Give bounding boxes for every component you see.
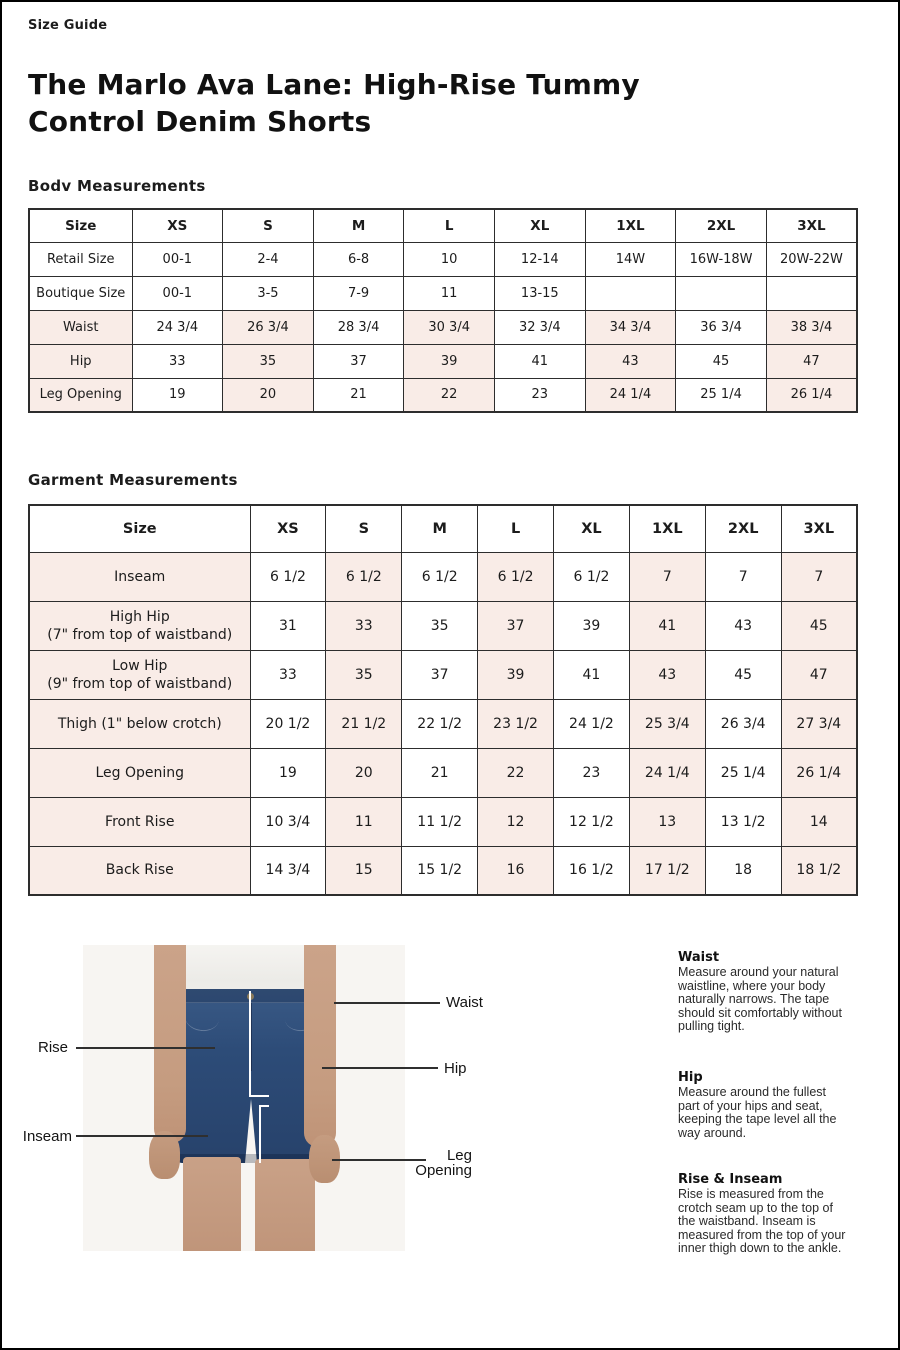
- table-cell: [676, 276, 767, 310]
- table-cell: 41: [495, 344, 586, 378]
- table-cell: 11 1/2: [402, 797, 478, 846]
- column-header-size: Size: [29, 505, 250, 552]
- table-cell: 18 1/2: [781, 846, 857, 895]
- table-cell: 24 1/4: [629, 748, 705, 797]
- model-photo: [83, 945, 405, 1251]
- table-cell: 21 1/2: [326, 699, 402, 748]
- table-cell: 13 1/2: [705, 797, 781, 846]
- hip-annotation-line: [322, 1067, 438, 1069]
- table-cell: 21: [402, 748, 478, 797]
- table-cell: 16 1/2: [554, 846, 630, 895]
- column-header-m: M: [313, 209, 404, 242]
- table-cell: 12 1/2: [554, 797, 630, 846]
- table-cell: 45: [781, 601, 857, 650]
- table-cell: 17 1/2: [629, 846, 705, 895]
- rise-inseam-info-heading: Rise & Inseam: [678, 1172, 783, 1187]
- hip-info-heading: Hip: [678, 1070, 703, 1085]
- table-cell: 37: [478, 601, 554, 650]
- table-cell: 6 1/2: [326, 552, 402, 601]
- table-row: [29, 699, 857, 748]
- table-cell: 7: [705, 552, 781, 601]
- table-cell: 11: [326, 797, 402, 846]
- table-row: [29, 552, 857, 601]
- column-header-xs: XS: [250, 505, 326, 552]
- garment-measurements-heading: Garment Measurements: [28, 471, 238, 489]
- table-cell: 26 1/4: [781, 748, 857, 797]
- table-cell: 6 1/2: [478, 552, 554, 601]
- table-cell: 36 3/4: [676, 310, 767, 344]
- table-cell: 33: [132, 344, 223, 378]
- table-cell: 6 1/2: [402, 552, 478, 601]
- table-cell: 41: [554, 650, 630, 699]
- column-header-1xl: 1XL: [585, 209, 676, 242]
- column-header-l: L: [478, 505, 554, 552]
- row-label: Leg Opening: [29, 748, 250, 797]
- column-header-xl: XL: [495, 209, 586, 242]
- table-cell: 00-1: [132, 242, 223, 276]
- table-cell: 35: [326, 650, 402, 699]
- table-cell: 3-5: [223, 276, 314, 310]
- table-cell: 37: [402, 650, 478, 699]
- table-cell: 21: [313, 378, 404, 412]
- table-cell: 41: [629, 601, 705, 650]
- table-cell: 7: [781, 552, 857, 601]
- waist-info-section: [678, 950, 848, 1034]
- table-row: [29, 344, 857, 378]
- body-measurements-table: [28, 208, 858, 413]
- rise-annotation-label: Rise: [37, 1039, 68, 1056]
- column-header-3xl: 3XL: [781, 505, 857, 552]
- table-cell: 7: [629, 552, 705, 601]
- table-cell: 45: [705, 650, 781, 699]
- table-cell: 31: [250, 601, 326, 650]
- inseam-measure-line: [259, 1105, 269, 1163]
- table-cell: 25 3/4: [629, 699, 705, 748]
- header-row: [29, 505, 857, 552]
- right-leg-shape: [255, 1159, 315, 1251]
- table-cell: 10: [404, 242, 495, 276]
- table-cell: 00-1: [132, 276, 223, 310]
- table-cell: 39: [478, 650, 554, 699]
- table-row: [29, 650, 857, 699]
- table-cell: 39: [554, 601, 630, 650]
- waist-annotation-label: Waist: [446, 994, 483, 1011]
- hip-info-section: [678, 1070, 848, 1140]
- table-cell: 26 3/4: [705, 699, 781, 748]
- column-header-s: S: [223, 209, 314, 242]
- header-row: [29, 209, 857, 242]
- table-row: [29, 242, 857, 276]
- table-cell: 23 1/2: [478, 699, 554, 748]
- table-cell: 38 3/4: [766, 310, 857, 344]
- table-cell: 22: [404, 378, 495, 412]
- table-row: [29, 846, 857, 895]
- table-cell: 33: [250, 650, 326, 699]
- table-cell: 11: [404, 276, 495, 310]
- leg-opening-annotation-label: Leg Opening: [415, 1147, 472, 1179]
- table-cell: 15 1/2: [402, 846, 478, 895]
- column-header-2xl: 2XL: [676, 209, 767, 242]
- table-cell: 6-8: [313, 242, 404, 276]
- table-cell: 13-15: [495, 276, 586, 310]
- left-arm-shape: [154, 945, 186, 1143]
- table-cell: 12-14: [495, 242, 586, 276]
- row-label: Inseam: [29, 552, 250, 601]
- table-cell: 47: [781, 650, 857, 699]
- hip-annotation-label: Hip: [444, 1060, 467, 1077]
- table-cell: 19: [132, 378, 223, 412]
- rise-annotation-line: [76, 1047, 215, 1049]
- column-header-size: Size: [29, 209, 132, 242]
- table-cell: 25 1/4: [705, 748, 781, 797]
- row-label: Thigh (1" below crotch): [29, 699, 250, 748]
- table-cell: 24 1/4: [585, 378, 676, 412]
- table-cell: 43: [705, 601, 781, 650]
- leg-opening-annotation-line: [332, 1159, 426, 1161]
- table-cell: 24 3/4: [132, 310, 223, 344]
- table-cell: 22: [478, 748, 554, 797]
- inseam-annotation-label: Inseam: [22, 1128, 72, 1145]
- column-header-2xl: 2XL: [705, 505, 781, 552]
- table-row: [29, 276, 857, 310]
- table-cell: 23: [495, 378, 586, 412]
- table-cell: 20: [223, 378, 314, 412]
- table-cell: 33: [326, 601, 402, 650]
- table-cell: 7-9: [313, 276, 404, 310]
- table-cell: 19: [250, 748, 326, 797]
- left-hand-shape: [149, 1131, 180, 1179]
- row-label: Leg Opening: [29, 378, 132, 412]
- waist-info-text: Measure around your natural waistline, where your body naturally narrows. The tape should sit comfortably without pulling tight.: [678, 965, 842, 1034]
- table-cell: 14W: [585, 242, 676, 276]
- column-header-1xl: 1XL: [629, 505, 705, 552]
- table-cell: 6 1/2: [554, 552, 630, 601]
- inseam-annotation-line: [76, 1135, 208, 1137]
- table-cell: 26 1/4: [766, 378, 857, 412]
- right-arm-shape: [304, 945, 336, 1147]
- table-cell: 34 3/4: [585, 310, 676, 344]
- left-pocket-shape: [183, 1003, 220, 1033]
- column-header-s: S: [326, 505, 402, 552]
- table-cell: 16: [478, 846, 554, 895]
- table-cell: 20: [326, 748, 402, 797]
- table-cell: 23: [554, 748, 630, 797]
- size-guide-label: Size Guide: [28, 18, 108, 33]
- row-label: Waist: [29, 310, 132, 344]
- table-cell: 13: [629, 797, 705, 846]
- table-row: [29, 310, 857, 344]
- table-cell: 26 3/4: [223, 310, 314, 344]
- table-cell: 45: [676, 344, 767, 378]
- table-cell: 27 3/4: [781, 699, 857, 748]
- page-title: The Marlo Ava Lane: High-Rise Tummy Control Denim Shorts: [28, 68, 640, 138]
- table-row: [29, 601, 857, 650]
- table-cell: 28 3/4: [313, 310, 404, 344]
- table-row: [29, 378, 857, 412]
- table-cell: 10 3/4: [250, 797, 326, 846]
- waist-info-heading: Waist: [678, 950, 720, 965]
- table-cell: 47: [766, 344, 857, 378]
- table-cell: 35: [223, 344, 314, 378]
- table-row: [29, 797, 857, 846]
- table-cell: 43: [629, 650, 705, 699]
- table-cell: 15: [326, 846, 402, 895]
- body-measurements-heading: Bodv Measurements: [28, 177, 206, 195]
- table-cell: 30 3/4: [404, 310, 495, 344]
- table-cell: 43: [585, 344, 676, 378]
- row-label: Boutique Size: [29, 276, 132, 310]
- row-label: Retail Size: [29, 242, 132, 276]
- column-header-3xl: 3XL: [766, 209, 857, 242]
- table-cell: 12: [478, 797, 554, 846]
- table-cell: 14 3/4: [250, 846, 326, 895]
- row-label: High Hip (7" from top of waistband): [29, 601, 250, 650]
- table-cell: 25 1/4: [676, 378, 767, 412]
- column-header-xl: XL: [554, 505, 630, 552]
- table-cell: 32 3/4: [495, 310, 586, 344]
- row-label: Hip: [29, 344, 132, 378]
- row-label: Back Rise: [29, 846, 250, 895]
- table-cell: [766, 276, 857, 310]
- table-cell: 14: [781, 797, 857, 846]
- row-label: Front Rise: [29, 797, 250, 846]
- row-label: Low Hip (9" from top of waistband): [29, 650, 250, 699]
- table-cell: 39: [404, 344, 495, 378]
- hip-info-text: Measure around the fullest part of your hips and seat, keeping the tape level all the way around.: [678, 1085, 837, 1140]
- table-row: [29, 748, 857, 797]
- column-header-xs: XS: [132, 209, 223, 242]
- table-cell: 16W-18W: [676, 242, 767, 276]
- table-cell: 24 1/2: [554, 699, 630, 748]
- table-cell: 20W-22W: [766, 242, 857, 276]
- waist-annotation-line: [334, 1002, 440, 1004]
- column-header-l: L: [404, 209, 495, 242]
- rise-inseam-info-section: [678, 1172, 848, 1256]
- table-cell: [585, 276, 676, 310]
- rise-inseam-info-text: Rise is measured from the crotch seam up to the top of the waistband. Inseam is measured from the top of your inner thigh down to the ankle.: [678, 1187, 846, 1256]
- left-leg-shape: [183, 1157, 241, 1251]
- column-header-m: M: [402, 505, 478, 552]
- table-cell: 37: [313, 344, 404, 378]
- table-cell: 6 1/2: [250, 552, 326, 601]
- table-cell: 18: [705, 846, 781, 895]
- garment-measurements-table: [28, 504, 858, 896]
- table-cell: 20 1/2: [250, 699, 326, 748]
- rise-measure-line: [249, 991, 269, 1097]
- table-cell: 35: [402, 601, 478, 650]
- table-cell: 22 1/2: [402, 699, 478, 748]
- table-cell: 2-4: [223, 242, 314, 276]
